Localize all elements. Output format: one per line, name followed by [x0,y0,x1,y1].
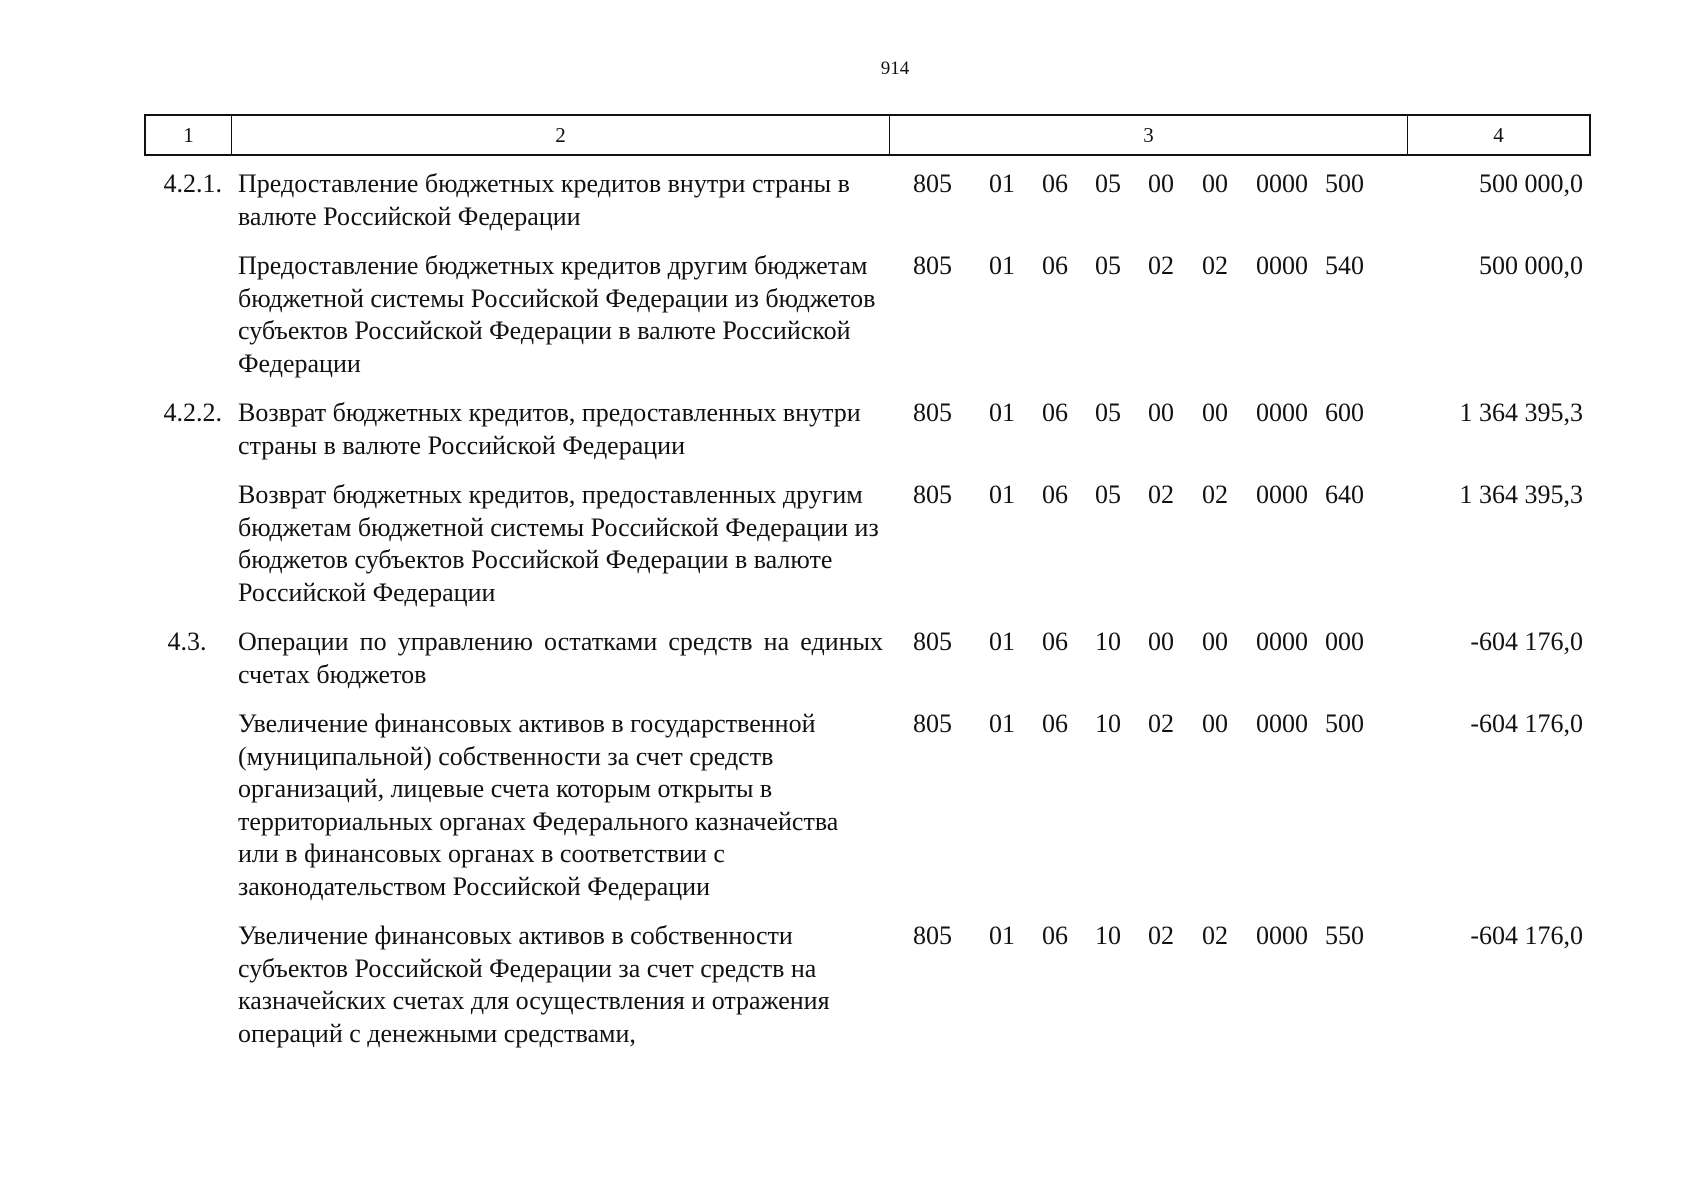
code-element: 02 [1202,921,1228,950]
row-codes [883,920,1413,952]
code-admin: 805 [913,169,952,198]
code-article: 05 [1095,398,1121,427]
code-kosgu: 540 [1325,251,1364,280]
code-element: 00 [1202,709,1228,738]
table-row [144,168,1591,233]
row-sum: 500 000,0 [1479,169,1583,198]
header-col-1: 1 [146,116,232,154]
row-name: Предоставление бюджетных кредитов другим бюджетам бюджетной системы Российской Федерации из бюджетов субъектов Российской Федерации в валюте Российской Федерации [238,251,876,378]
code-subarticle: 02 [1148,709,1174,738]
code-kosgu: 640 [1325,480,1364,509]
code-element: 00 [1202,169,1228,198]
row-number [144,250,230,380]
code-element: 00 [1202,627,1228,656]
header-col-2: 2 [232,116,890,154]
row-sum: 1 364 395,3 [1459,480,1583,509]
code-subtype: 0000 [1256,480,1308,509]
code-group: 01 [989,251,1015,280]
row-name: Операции по управлению остатками средств на единых счетах бюджетов [238,627,883,689]
row-name: Увеличение финансовых активов в государственной (муниципальной) собственности за счет средств организаций, лицевые счета которым открыты в территориальных органах Федерального казначейства или в финансовых органах в соответствии с законодательством Российской Федерации [238,709,839,901]
code-element: 02 [1202,480,1228,509]
row-codes [883,708,1413,740]
code-kosgu: 550 [1325,921,1364,950]
row-codes [883,397,1413,429]
code-subtype: 0000 [1256,921,1308,950]
code-article: 10 [1095,627,1121,656]
code-subgroup: 06 [1042,627,1068,656]
code-admin: 805 [913,480,952,509]
code-admin: 805 [913,921,952,950]
code-article: 05 [1095,169,1121,198]
code-group: 01 [989,709,1015,738]
code-article: 05 [1095,251,1121,280]
code-subtype: 0000 [1256,709,1308,738]
table-header [144,114,1591,156]
code-subgroup: 06 [1042,480,1068,509]
row-name: Возврат бюджетных кредитов, предоставленных другим бюджетам бюджетной системы Российской Федерации из бюджетов субъектов Российской Федерации в валюте Российской Федерации [238,480,879,607]
code-article: 10 [1095,921,1121,950]
row-number: 4.3. [167,627,207,656]
code-subarticle: 00 [1148,169,1174,198]
row-name: Возврат бюджетных кредитов, предоставленных внутри страны в валюте Российской Федерации [238,398,861,460]
code-element: 00 [1202,398,1228,427]
code-subarticle: 02 [1148,480,1174,509]
row-name: Увеличение финансовых активов в собственности субъектов Российской Федерации за счет средств на казначейских счетах для осуществления и отражения операций с денежными средствами, [238,921,830,1048]
code-subarticle: 00 [1148,627,1174,656]
code-subarticle: 02 [1148,921,1174,950]
code-subgroup: 06 [1042,921,1068,950]
code-subtype: 0000 [1256,169,1308,198]
code-group: 01 [989,627,1015,656]
row-number [144,920,230,1050]
code-subtype: 0000 [1256,627,1308,656]
code-element: 02 [1202,251,1228,280]
row-number: 4.2.2. [163,398,222,427]
table-row [144,626,1591,691]
code-kosgu: 500 [1325,169,1364,198]
table-row [144,250,1591,380]
code-subarticle: 02 [1148,251,1174,280]
code-subarticle: 00 [1148,398,1174,427]
row-number: 4.2.1. [163,169,222,198]
row-codes [883,250,1413,282]
code-admin: 805 [913,627,952,656]
row-codes [883,168,1413,200]
table-body [144,168,1591,1067]
code-admin: 805 [913,709,952,738]
row-sum: -604 176,0 [1470,709,1583,738]
code-group: 01 [989,398,1015,427]
code-article: 05 [1095,480,1121,509]
code-group: 01 [989,169,1015,198]
row-number [144,479,230,609]
header-col-3: 3 [890,116,1408,154]
row-codes [883,626,1413,658]
code-group: 01 [989,921,1015,950]
code-subgroup: 06 [1042,251,1068,280]
code-kosgu: 500 [1325,709,1364,738]
code-kosgu: 000 [1325,627,1364,656]
code-admin: 805 [913,251,952,280]
row-codes [883,479,1413,511]
code-group: 01 [989,480,1015,509]
row-sum: -604 176,0 [1470,627,1583,656]
code-subgroup: 06 [1042,709,1068,738]
code-subtype: 0000 [1256,398,1308,427]
table-row [144,920,1591,1050]
code-admin: 805 [913,398,952,427]
page-number: 914 [880,58,910,79]
row-sum: 1 364 395,3 [1459,398,1583,427]
table-row [144,479,1591,609]
code-article: 10 [1095,709,1121,738]
row-number [144,708,230,903]
code-subgroup: 06 [1042,398,1068,427]
code-subtype: 0000 [1256,251,1308,280]
code-subgroup: 06 [1042,169,1068,198]
header-col-4: 4 [1493,122,1504,147]
table-row [144,708,1591,903]
row-sum: -604 176,0 [1470,921,1583,950]
code-kosgu: 600 [1325,398,1364,427]
table-row [144,397,1591,462]
row-sum: 500 000,0 [1479,251,1583,280]
row-name: Предоставление бюджетных кредитов внутри страны в валюте Российской Федерации [238,169,850,231]
